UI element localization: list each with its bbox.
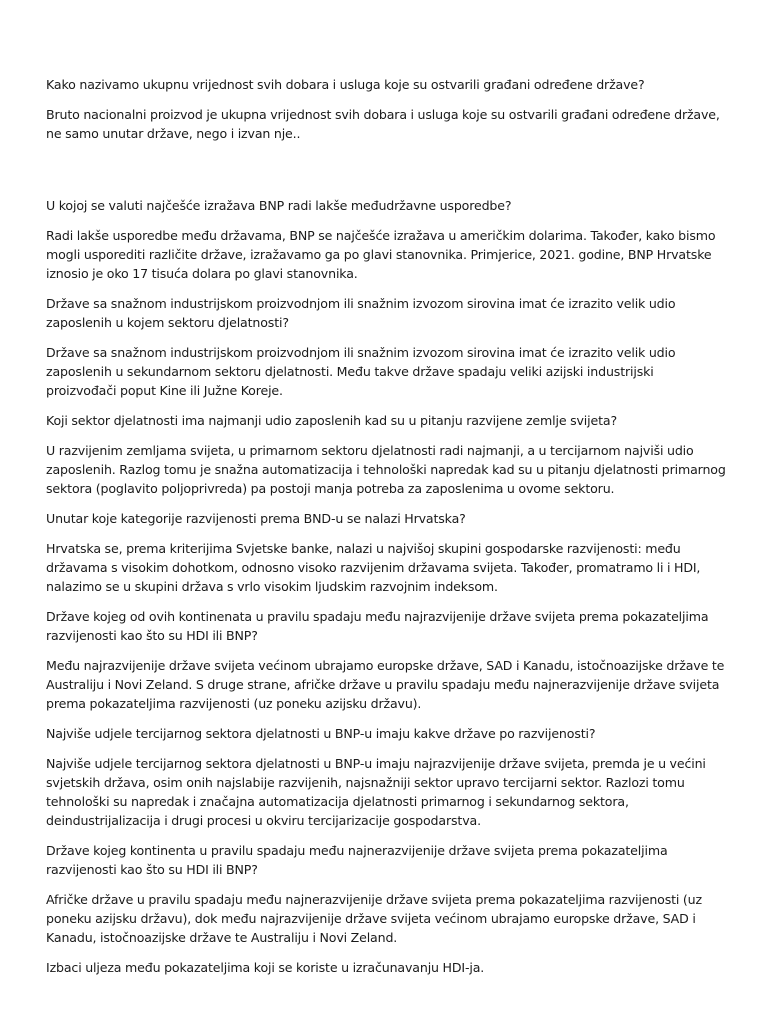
question-paragraph: Koji sektor djelatnosti ima najmanji udio zaposlenih kad su u pitanju razvijene zemlje svijeta? — [46, 413, 617, 428]
answer-paragraph: U razvijenim zemljama svijeta, u primarnom sektoru djelatnosti radi najmanji, a u tercijarnom najviši udio zaposlenih. Razlog tomu je snažna automatizacija i tehnološki napredak kad su u pitanju djelatnosti primarnog sektora (poglavito poljoprivreda) pa postoji manja potreba za zaposlenima u ovome sektoru. — [46, 443, 726, 496]
question-paragraph: Države sa snažnom industrijskom proizvodnjom ili snažnim izvozom sirovina imat će izrazito velik udio zaposlenih u kojem sektoru djelatnosti? — [46, 296, 676, 330]
answer-paragraph: Hrvatska se, prema kriterijima Svjetske banke, nalazi u najvišoj skupini gospodarske razvijenosti: među državama s visokim dohotkom, odnosno visoko razvijenim državama svijeta. Također, promatramo li i HDI, nalazimo se u skupini država s vrlo visokim ljudskim razvojnim indeksom. — [46, 541, 701, 594]
question-paragraph: Države kojeg od ovih kontinenata u pravilu spadaju među najrazvijenije države svijeta prema pokazateljima razvijenosti kao što su HDI ili BNP? — [46, 609, 709, 643]
answer-paragraph: Države sa snažnom industrijskom proizvodnjom ili snažnim izvozom sirovina imat će izrazito velik udio zaposlenih u sekundarnom sektoru djelatnosti. Među takve države spadaju veliki azijski industrijski proizvođači poput Kine ili Južne Koreje. — [46, 345, 676, 398]
question-paragraph: Države kojeg kontinenta u pravilu spadaju među najnerazvijenije države svijeta prema pokazateljima razvijenosti kao što su HDI ili BNP? — [46, 843, 668, 877]
answer-paragraph: Među najrazvijenije države svijeta većinom ubrajamo europske države, SAD i Kanadu, istočnoazijske države te Australiju i Novi Zeland. S druge strane, afričke države u pravilu spadaju među najnerazvijenije države svijeta prema pokazateljima razvijenosti (uz poneku azijsku državu). — [46, 658, 725, 711]
question-paragraph: Unutar koje kategorije razvijenosti prema BND-u se nalazi Hrvatska? — [46, 511, 466, 526]
document-body — [46, 75, 726, 988]
question-paragraph: Izbaci uljeza među pokazateljima koji se koriste u izračunavanju HDI-ja. — [46, 960, 485, 975]
section-gap — [46, 154, 726, 196]
answer-paragraph: Bruto nacionalni proizvod je ukupna vrijednost svih dobara i usluga koje su ostvarili građani određene države, ne samo unutar države, nego i izvan nje.. — [46, 107, 720, 141]
answer-paragraph: Afričke države u pravilu spadaju među najnerazvijenije države svijeta prema pokazateljima razvijenosti (uz poneku azijsku državu), dok među najrazvijenije države svijeta većinom ubrajamo europske države, SAD i Kanadu, istočnoazijske države te Australiju i Novi Zeland. — [46, 892, 702, 945]
answer-paragraph: Radi lakše usporedbe među državama, BNP se najčešće izražava u američkim dolarima. Također, kako bismo mogli usporediti različite države, izražavamo ga po glavi stanovnika. Primjerice, 2021. godine, BNP Hrvatske iznosio je oko 17 tisuća dolara po glavi stanovnika. — [46, 228, 716, 281]
question-paragraph: Kako nazivamo ukupnu vrijednost svih dobara i usluga koje su ostvarili građani određene države? — [46, 77, 645, 92]
question-paragraph: U kojoj se valuti najčešće izražava BNP radi lakše međudržavne usporedbe? — [46, 198, 512, 213]
question-paragraph: Najviše udjele tercijarnog sektora djelatnosti u BNP-u imaju kakve države po razvijenosti? — [46, 726, 596, 741]
answer-paragraph: Najviše udjele tercijarnog sektora djelatnosti u BNP-u imaju najrazvijenije države svijeta, premda je u većini svjetskih država, osim onih najslabije razvijenih, najsnažniji sektor upravo tercijarni sektor. Razlozi tomu tehnološki su napredak i značajna automatizacija djelatnosti primarnog i sekundarnog sektora, deindustrijalizacija i drugi procesi u okviru tercijarizacije gospodarstva. — [46, 756, 706, 828]
